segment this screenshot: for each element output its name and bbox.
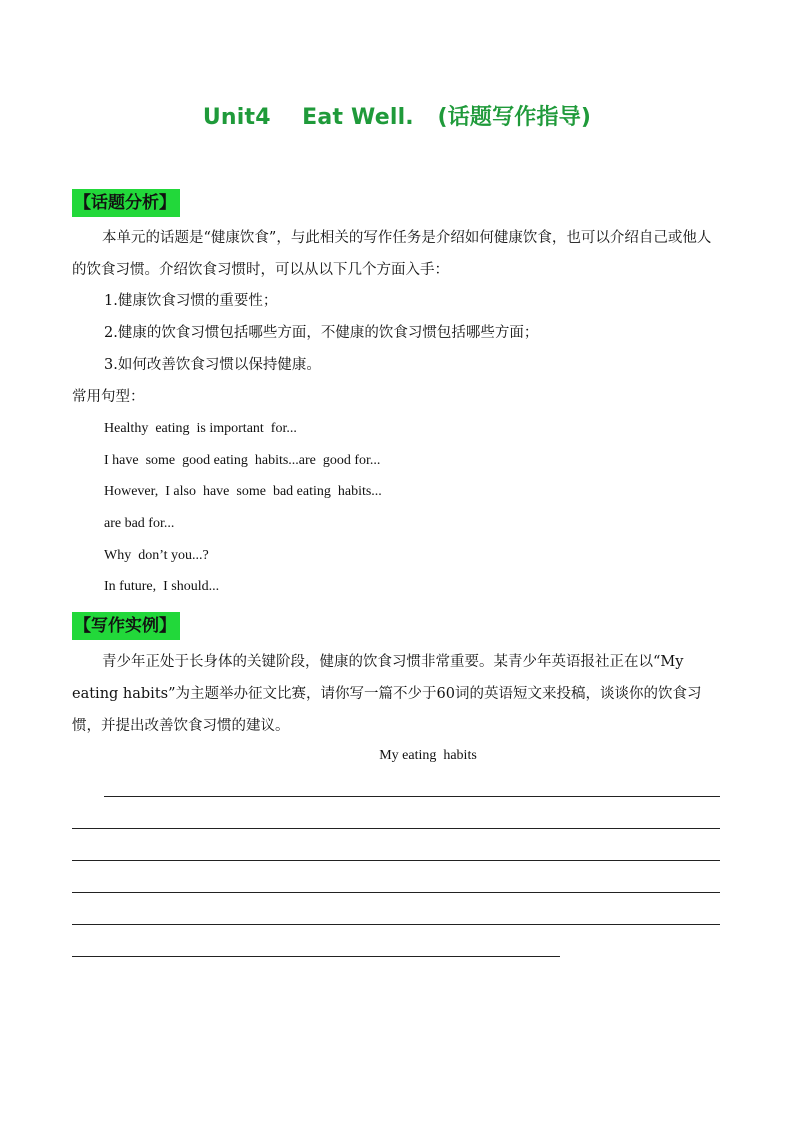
writing-prompt-paragraph: 青少年正处于长身体的关键阶段，健康的饮食习惯非常重要。某青少年英语报社正在以“My eating habits”为主题举办征文比赛，请你写一篇不少于60词的英语短文来投稿，谈谈你的饮食习惯，并提出改善饮食习惯的建议。 (72, 654, 702, 734)
sentence-pattern-4: are bad for... (104, 516, 175, 531)
writing-line-3[interactable] (72, 860, 720, 861)
analysis-point-3: 3.如何改善饮食习惯以保持健康。 (104, 357, 321, 373)
essay-title: My eating habits (379, 748, 477, 763)
analysis-point-1: 1.健康饮食习惯的重要性； (104, 293, 278, 309)
page-title: Unit4 Eat Well. (话题写作指导) (202, 105, 592, 130)
analysis-point-2: 2.健康的饮食习惯包括哪些方面，不健康的饮食习惯包括哪些方面； (104, 325, 539, 341)
analysis-intro-paragraph: 本单元的话题是“健康饮食”，与此相关的写作任务是介绍如何健康饮食，也可以介绍自己或他人的饮食习惯。介绍饮食习惯时，可以从以下几个方面入手： (72, 230, 712, 278)
section-heading-topic-analysis: 【话题分析】 (72, 189, 180, 217)
writing-line-4[interactable] (72, 892, 720, 893)
sentence-pattern-6: In future, I should... (104, 579, 220, 594)
patterns-label: 常用句型： (72, 389, 145, 405)
writing-line-5[interactable] (72, 924, 720, 925)
sentence-pattern-1: Healthy eating is important for... (104, 421, 297, 436)
sentence-pattern-2: I have some good eating habits...are good for... (104, 453, 381, 468)
writing-line-6[interactable] (72, 956, 560, 957)
sentence-pattern-5: Why don’t you...? (104, 548, 209, 563)
sentence-pattern-3: However, I also have some bad eating habits... (104, 484, 382, 499)
section-heading-writing-example: 【写作实例】 (72, 612, 180, 640)
writing-line-1[interactable] (104, 796, 720, 797)
writing-line-2[interactable] (72, 828, 720, 829)
